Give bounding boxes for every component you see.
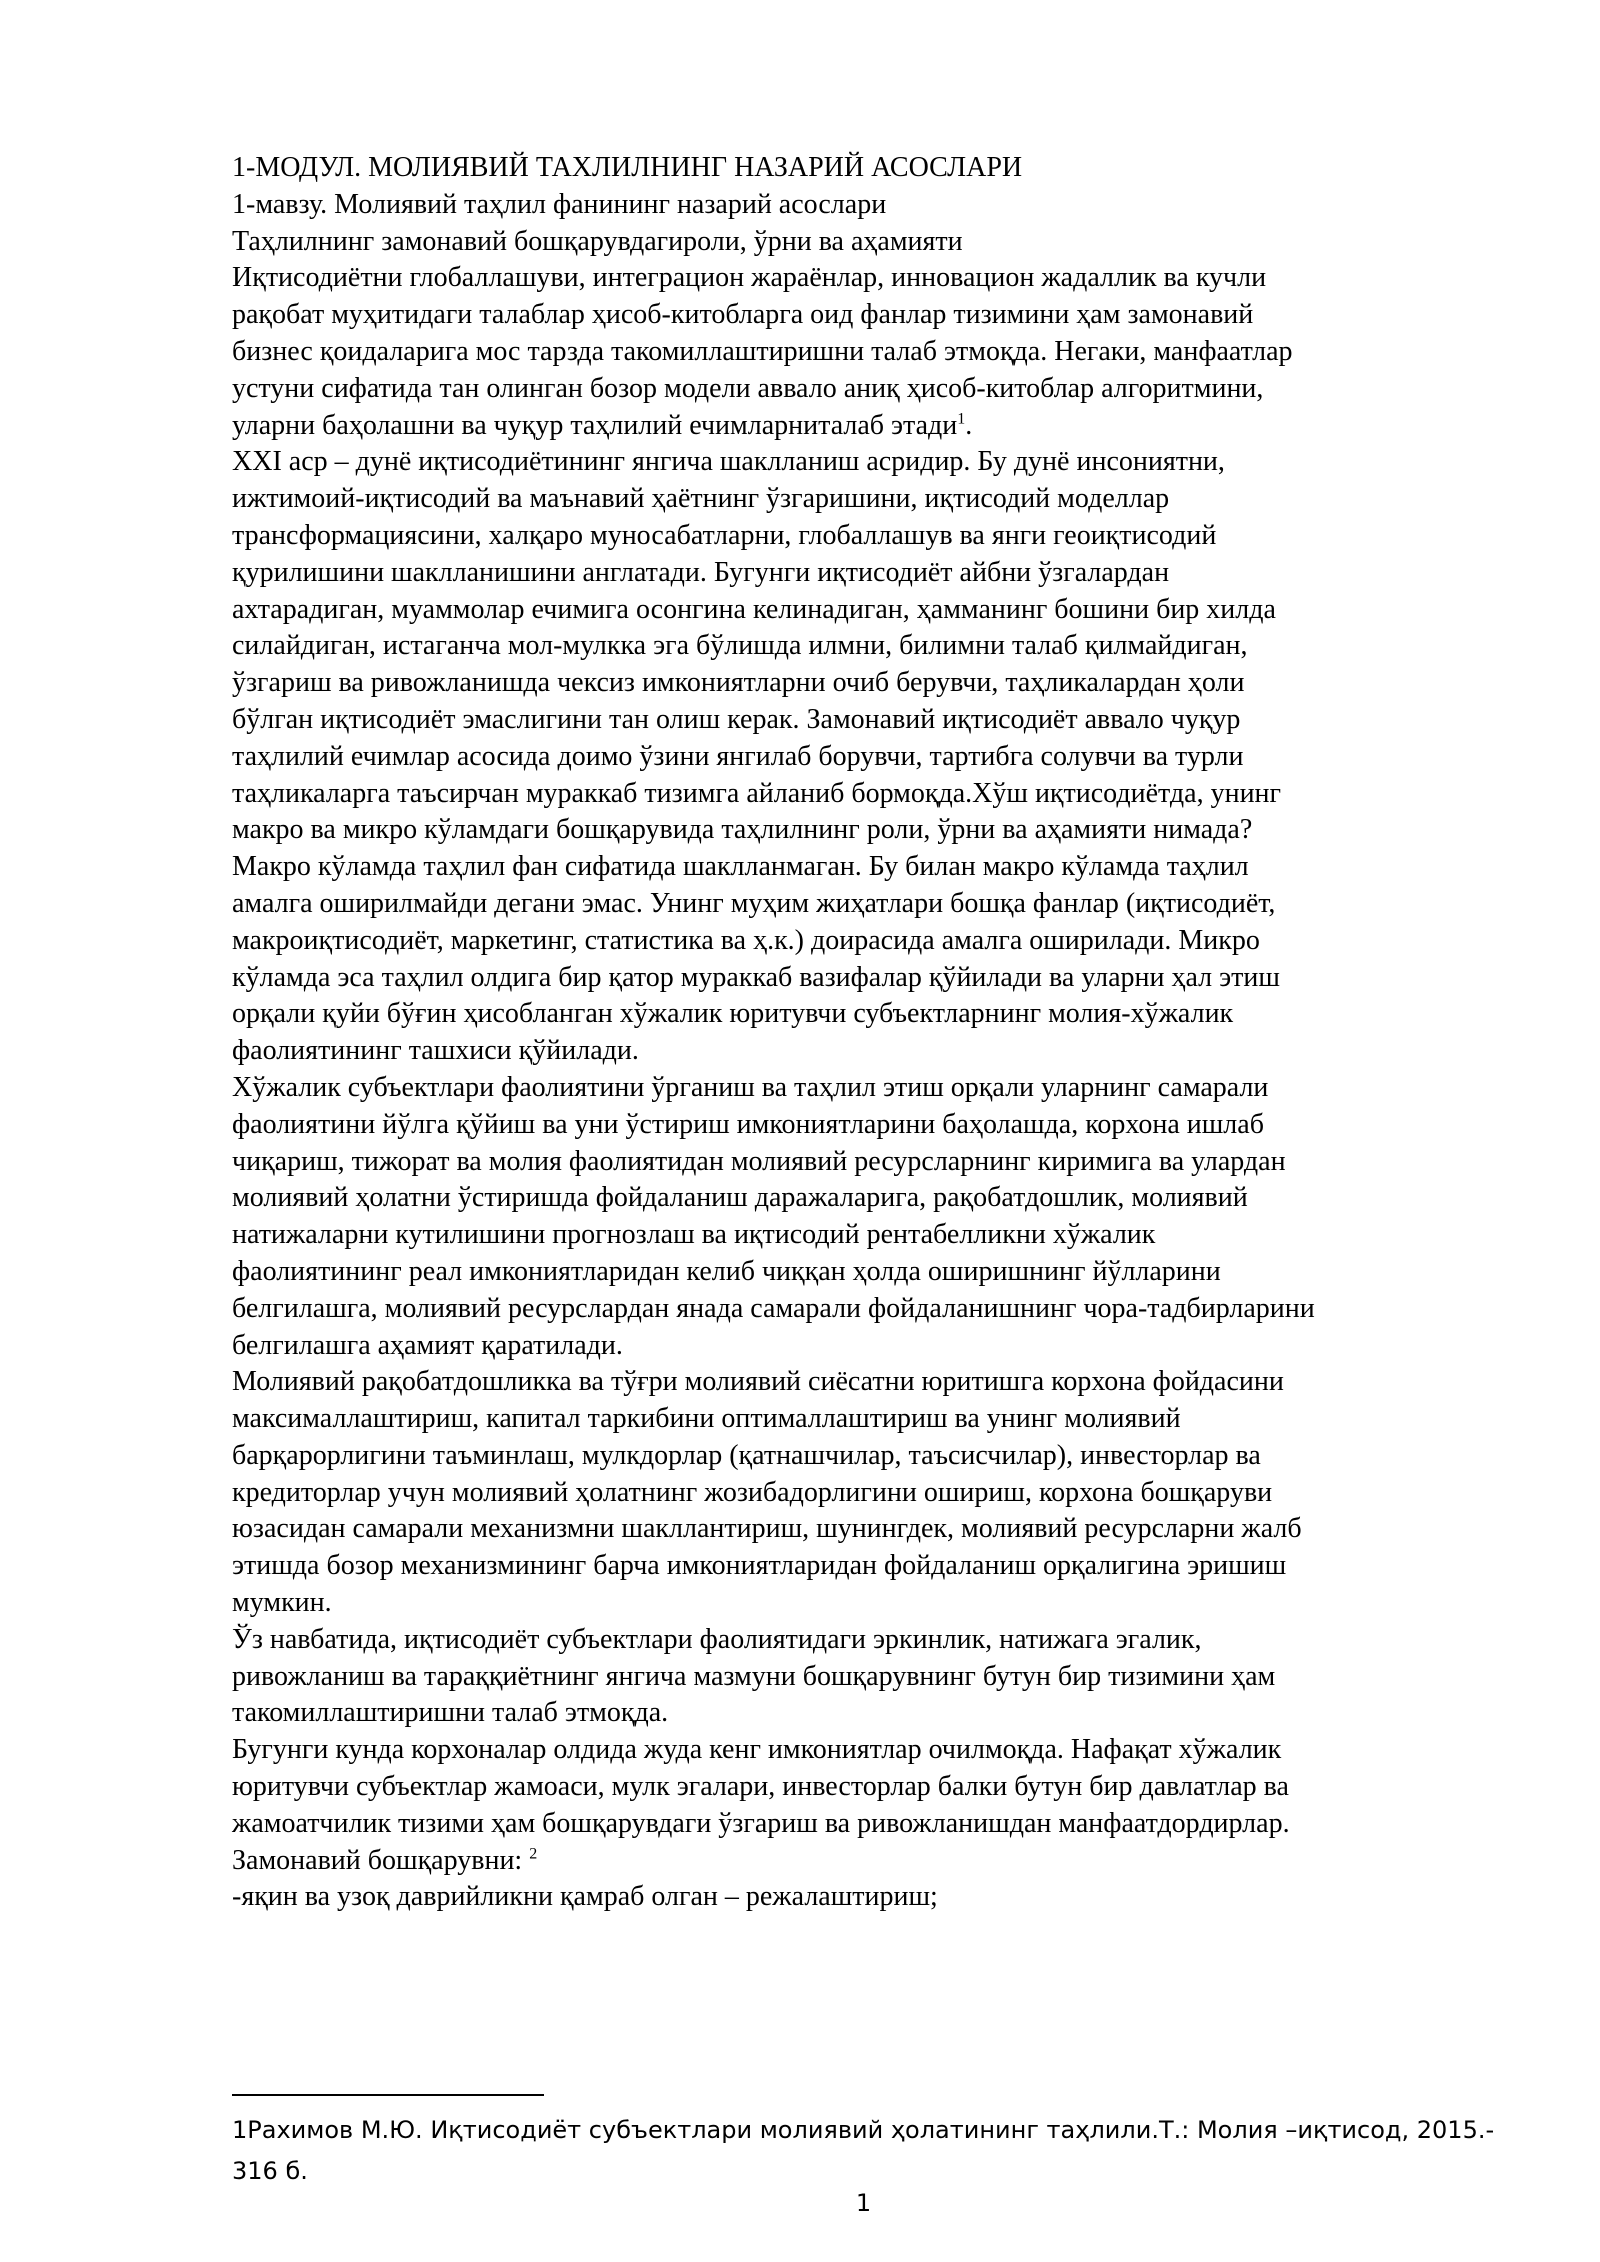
paragraph-line: фаолиятининг ташхиси қўйилади. xyxy=(232,1035,639,1067)
list-item: -яқин ва узоқ даврийликни қамраб олган – режалаштириш; xyxy=(232,1881,938,1913)
paragraph-line: этишда бозор механизмининг барча имкониятларидан фойдаланиш орқалигина эришиш xyxy=(232,1550,1287,1582)
footnote-line: 316 б. xyxy=(232,2157,308,2185)
footnote-line: 1Рахимов М.Ю. Иқтисодиёт субъектлари молиявий ҳолатининг таҳлили.Т.: Молия –иқтисод, 2015.- xyxy=(232,2116,1495,2144)
page-number: 1 xyxy=(855,2189,872,2217)
paragraph-line: ривожланиш ва тараққиётнинг янгича мазмуни бошқарувнинг бутун бир тизимини ҳам xyxy=(232,1660,1276,1692)
paragraph-line: орқали қуйи бўғин ҳисобланган хўжалик юритувчи субъектларнинг молия-хўжалик xyxy=(232,998,1234,1030)
paragraph-line: молиявий ҳолатни ўстиришда фойдаланиш даражаларига, рақобатдошлик, молиявий xyxy=(232,1182,1248,1214)
paragraph-line: Иқтисодиётни глобаллашуви, интеграцион жараёнлар, инновацион жадаллик ва кучли xyxy=(232,262,1267,294)
paragraph-1 xyxy=(232,260,1482,444)
paragraph-line: трансформациясини, халқаро муносабатларни, глобаллашув ва янги геоиқтисодий xyxy=(232,519,1217,551)
paragraph-line: XXI аср – дунё иқтисодиётининг янгича шаклланиш асридир. Бу дунё инсониятни, xyxy=(232,446,1225,478)
paragraph-line: макро ва микро кўламдаги бошқарувида таҳлилнинг роли, ўрни ва аҳамияти нимада? xyxy=(232,814,1253,846)
paragraph-2 xyxy=(232,444,1482,1070)
paragraph-line: ижтимоий-иқтисодий ва маънавий ҳаётнинг ўзгаришини, иқтисодий моделлар xyxy=(232,483,1170,515)
footnote-1 xyxy=(232,2110,1512,2192)
paragraph-line: устуни сифатида тан олинган бозор модели аввало аниқ ҳисоб-китоблар алгоритмини, xyxy=(232,372,1264,404)
paragraph-6 xyxy=(232,1732,1482,1842)
paragraph-line: Макро кўламда таҳлил фан сифатида шаклланмаган. Бу билан макро кўламда таҳлил xyxy=(232,851,1249,883)
paragraph-line: фаолиятининг реал имкониятларидан келиб чиққан ҳолда оширишнинг йўлларини xyxy=(232,1255,1221,1287)
paragraph-line: Бугунги кунда корхоналар олдида жуда кенг имкониятлар очилмоқда. Нафақат хўжалик xyxy=(232,1734,1282,1766)
paragraph-line: жамоатчилик тизими ҳам бошқарувдаги ўзгариш ва ривожланишдан манфаатдордирлар. xyxy=(232,1807,1290,1839)
footnote-reference[interactable]: 1 xyxy=(957,410,966,428)
paragraph-line: чиқариш, тижорат ва молия фаолиятидан молиявий ресурсларнинг киримига ва улардан xyxy=(232,1145,1286,1177)
paragraph-line: ахтарадиган, муаммолар ечимига осонгина келинадиган, ҳамманинг бошини бир хилда xyxy=(232,593,1276,625)
paragraph-4 xyxy=(232,1364,1482,1622)
paragraph-line: белгилашга, молиявий ресурслардан янада самарали фойдаланишнинг чора-тадбирларини xyxy=(232,1292,1315,1324)
management-intro-text: Замонавий бошқарувни: xyxy=(232,1844,530,1876)
paragraph-line: рақобат муҳитидаги талаблар ҳисоб-китобларга оид фанлар тизимини ҳам замонавий xyxy=(232,299,1254,331)
footnote-separator xyxy=(232,2094,544,2096)
paragraph-line: бўлган иқтисодиёт эмаслигини тан олиш керак. Замонавий иқтисодиёт аввало чуқур xyxy=(232,703,1241,735)
paragraph-line: Ўз навбатида, иқтисодиёт субъектлари фаолиятидаги эркинлик, натижага эгалик, xyxy=(232,1623,1202,1655)
paragraph-line: кредиторлар учун молиявий ҳолатнинг жозибадорлигини ошириш, корхона бошқаруви xyxy=(232,1476,1273,1508)
paragraph-line: силайдиган, истаганча мол-мулкка эга бўлишда илмни, билимни талаб қилмайдиган, xyxy=(232,630,1248,662)
topic-title: 1-мавзу. Молиявий таҳлил фанининг назарий асослари xyxy=(232,188,887,220)
footnote-reference[interactable]: 2 xyxy=(529,1845,538,1863)
paragraph-line: таҳлилий ечимлар асосида доимо ўзини янгилаб борувчи, тартибга солувчи ва турли xyxy=(232,740,1244,772)
paragraph-5 xyxy=(232,1622,1482,1732)
paragraph-line-end: . xyxy=(965,409,973,441)
paragraph-line: таҳликаларга таъсирчан мураккаб тизимга айланиб бормоқда.Хўш иқтисодиётда, унинг xyxy=(232,777,1282,809)
paragraph-line xyxy=(232,408,1482,445)
paragraph-line: кўламда эса таҳлил олдига бир қатор мураккаб вазифалар қўйилади ва уларни ҳал этиш xyxy=(232,961,1280,993)
document-body xyxy=(232,150,1482,1916)
paragraph-line: натижаларни кутилишини прогнозлаш ва иқтисодий рентабелликни хўжалик xyxy=(232,1219,1156,1251)
section-title: Таҳлилнинг замонавий бошқарувдагироли, ўрни ва аҳамияти xyxy=(232,225,963,257)
paragraph-line: Молиявий рақобатдошликка ва тўғри молиявий сиёсатни юритишга корхона фойдасини xyxy=(232,1366,1284,1398)
paragraph-line: бизнес қоидаларига мос тарзда такомиллаштиришни талаб этмоқда. Негаки, манфаатлар xyxy=(232,335,1293,367)
paragraph-line: мумкин. xyxy=(232,1587,332,1619)
paragraph-line: қурилишини шаклланишини англатади. Бугунги иқтисодиёт айбни ўзгалардан xyxy=(232,556,1170,588)
paragraph-line: Хўжалик субъектлари фаолиятини ўрганиш ва таҳлил этиш орқали уларнинг самарали xyxy=(232,1071,1269,1103)
paragraph-line: барқарорлигини таъминлаш, мулкдорлар (қатнашчилар, таъсисчилар), инвесторлар ва xyxy=(232,1439,1261,1471)
paragraph-line: амалга оширилмайди дегани эмас. Унинг муҳим жиҳатлари бошқа фанлар (иқтисодиёт, xyxy=(232,887,1276,919)
paragraph-3 xyxy=(232,1070,1482,1364)
paragraph-line-text: уларни баҳолашни ва чуқур таҳлилий ечимларниталаб этади xyxy=(232,409,958,441)
paragraph-line: ўзгариш ва ривожланишда чексиз имкониятларни очиб берувчи, таҳликалардан ҳоли xyxy=(232,667,1245,699)
paragraph-line: максималлаштириш, капитал таркибини оптималлаштириш ва унинг молиявий xyxy=(232,1403,1181,1435)
paragraph-line: фаолиятини йўлга қўйиш ва уни ўстириш имкониятларини баҳолашда, корхона ишлаб xyxy=(232,1108,1264,1140)
paragraph-line: макроиқтисодиёт, маркетинг, статистика ва ҳ.к.) доирасида амалга оширилади. Микро xyxy=(232,924,1260,956)
module-title: 1-МОДУЛ. МОЛИЯВИЙ ТАХЛИЛНИНГ НАЗАРИЙ АСОСЛАРИ xyxy=(232,152,1023,183)
paragraph-line: юзасидан самарали механизмни шакллантириш, шунингдек, молиявий ресурсларни жалб xyxy=(232,1513,1302,1545)
management-intro xyxy=(232,1843,1482,1880)
paragraph-line: белгилашга аҳамият қаратилади. xyxy=(232,1329,623,1361)
paragraph-line: такомиллаштиришни талаб этмоқда. xyxy=(232,1697,669,1729)
paragraph-line: юритувчи субъектлар жамоаси, мулк эгалари, инвесторлар балки бутун бир давлатлар ва xyxy=(232,1771,1289,1803)
